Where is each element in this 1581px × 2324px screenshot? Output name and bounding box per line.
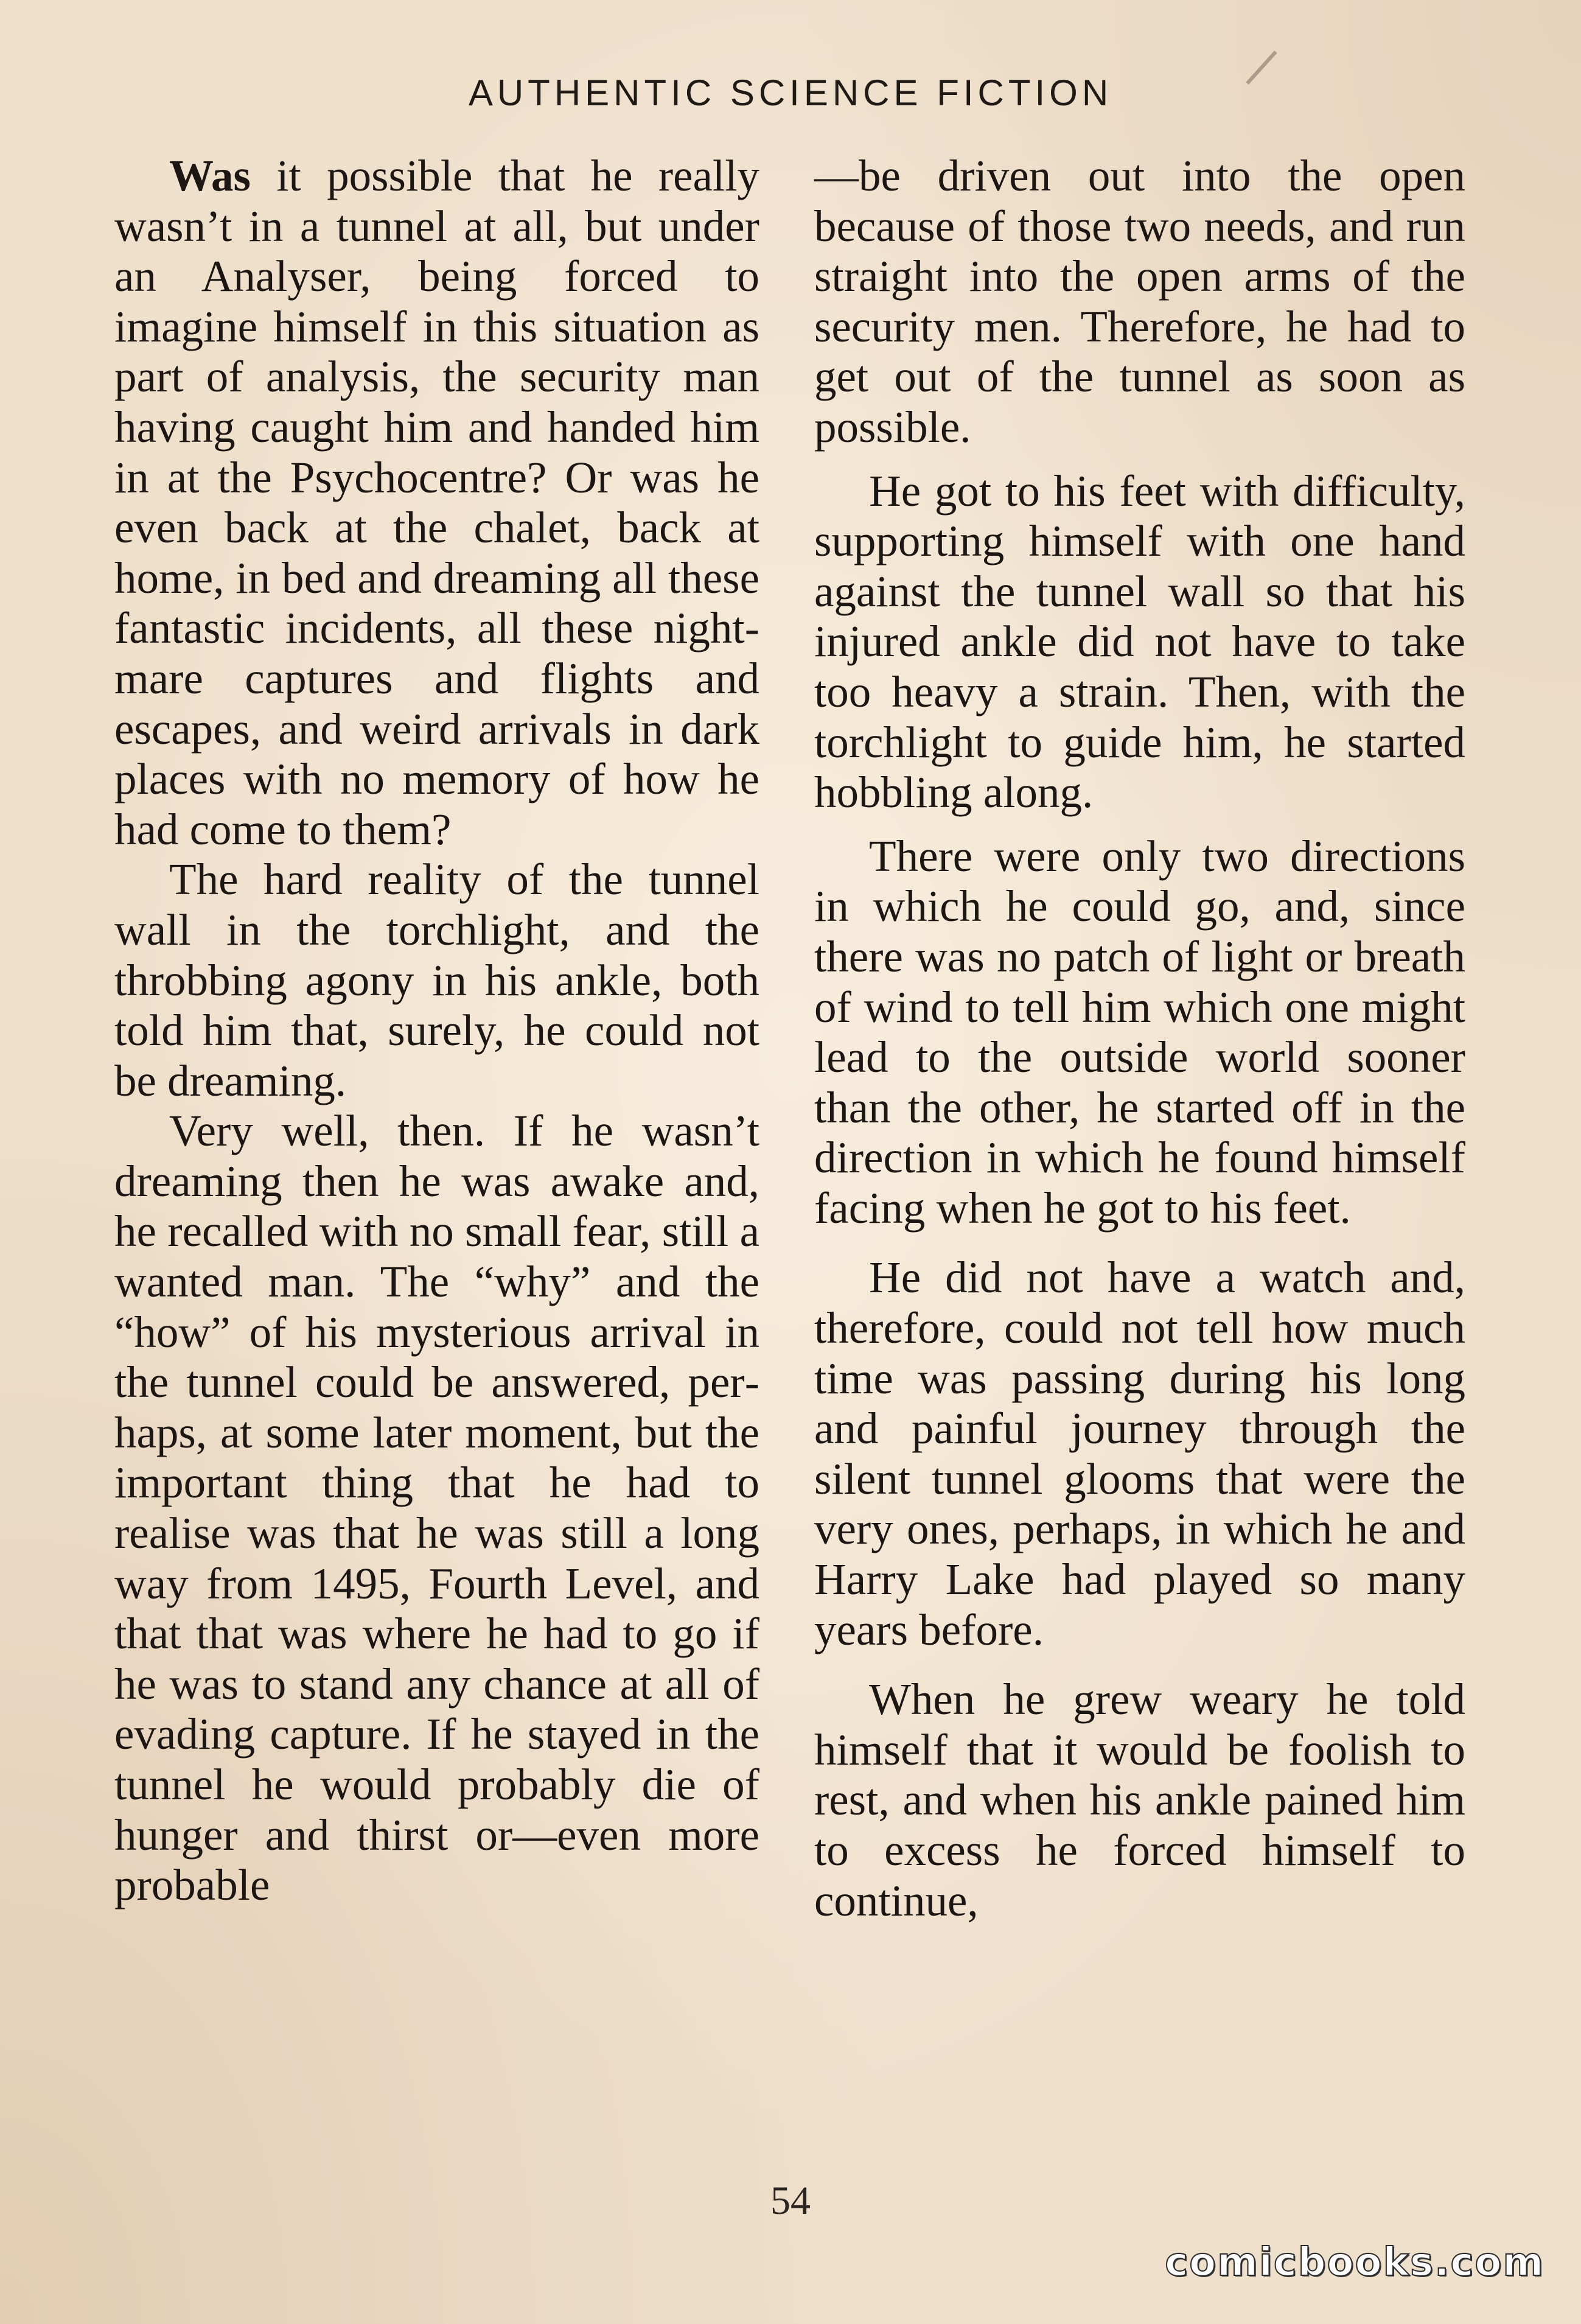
right-paragraph-5: When he grew weary he told himself that it would be foolish to rest, and when his ankle pained him to excess he forced himself to continue, bbox=[814, 1675, 1465, 1925]
right-column bbox=[814, 151, 1465, 1926]
right-paragraph-3: There were only two directions in which he could go, and, since there was no patch of light or breath of wind to tell him which one might lead to the outside world sooner than the other, he started off in the direction in which he found himself facing when he got to his feet. bbox=[814, 831, 1465, 1233]
right-paragraph-1: —be driven out into the open because of those two needs, and run straight into the open arms of the security men. Therefore, he had to get out of the tunnel as soon as possible. bbox=[814, 151, 1465, 452]
running-head: AUTHENTIC SCIENCE FICTION bbox=[468, 72, 1113, 113]
page-number: 54 bbox=[770, 2179, 811, 2223]
right-paragraph-2: He got to his feet with difficulty, supporting himself with one hand against the tunnel wall so that his injured ankle did not have to take too heavy a strain. Then, with the torchlight to guide him, he started hobbling along. bbox=[814, 466, 1465, 817]
right-paragraph-4: He did not have a watch and, therefore, could not tell how much time was passing during his long and painful journey through the silent tunnel glooms that were the very ones, perhaps, in which he and Harry Lake had played so many years before. bbox=[814, 1253, 1465, 1654]
opening-word: Was bbox=[169, 151, 251, 200]
left-paragraph-3: Very well, then. If he wasn’t dreaming then he was awake and, he recalled with no small fear, still a wanted man. The “why” and the “how” of his mysterious arrival in the tunnel could be answered, perhaps, at some later moment, but the important thing that he had to realise was that he was still a long way from 1495, Fourth Level, and that that was where he had to go if he was to stand any chance at all of evading capture. If he stayed in the tunnel he would probably die of hunger and thirst or—even more probable bbox=[114, 1106, 759, 1910]
left-paragraph-1 bbox=[114, 151, 759, 855]
left-column bbox=[114, 151, 759, 1911]
left-paragraph-2: The hard reality of the tunnel wall in the torchlight, and the throbbing agony in his ankle, both told him that, surely, he could not be dreaming. bbox=[114, 855, 759, 1105]
left-paragraph-1-text: it possible that he really wasn’t in a tunnel at all, but under an Analyser, being forced to imagine himself in this situation as part of analysis, the security man having caught him and handed him in at the Psychocentre? Or was he even back at the chalet, back at home, in bed and dreaming all these fantastic incidents, all these nightmare captures and flights and escapes, and weird arrivals in dark places with no memory of how he had come to them? bbox=[114, 151, 759, 854]
watermark: comicbooks.com bbox=[1165, 2240, 1544, 2285]
